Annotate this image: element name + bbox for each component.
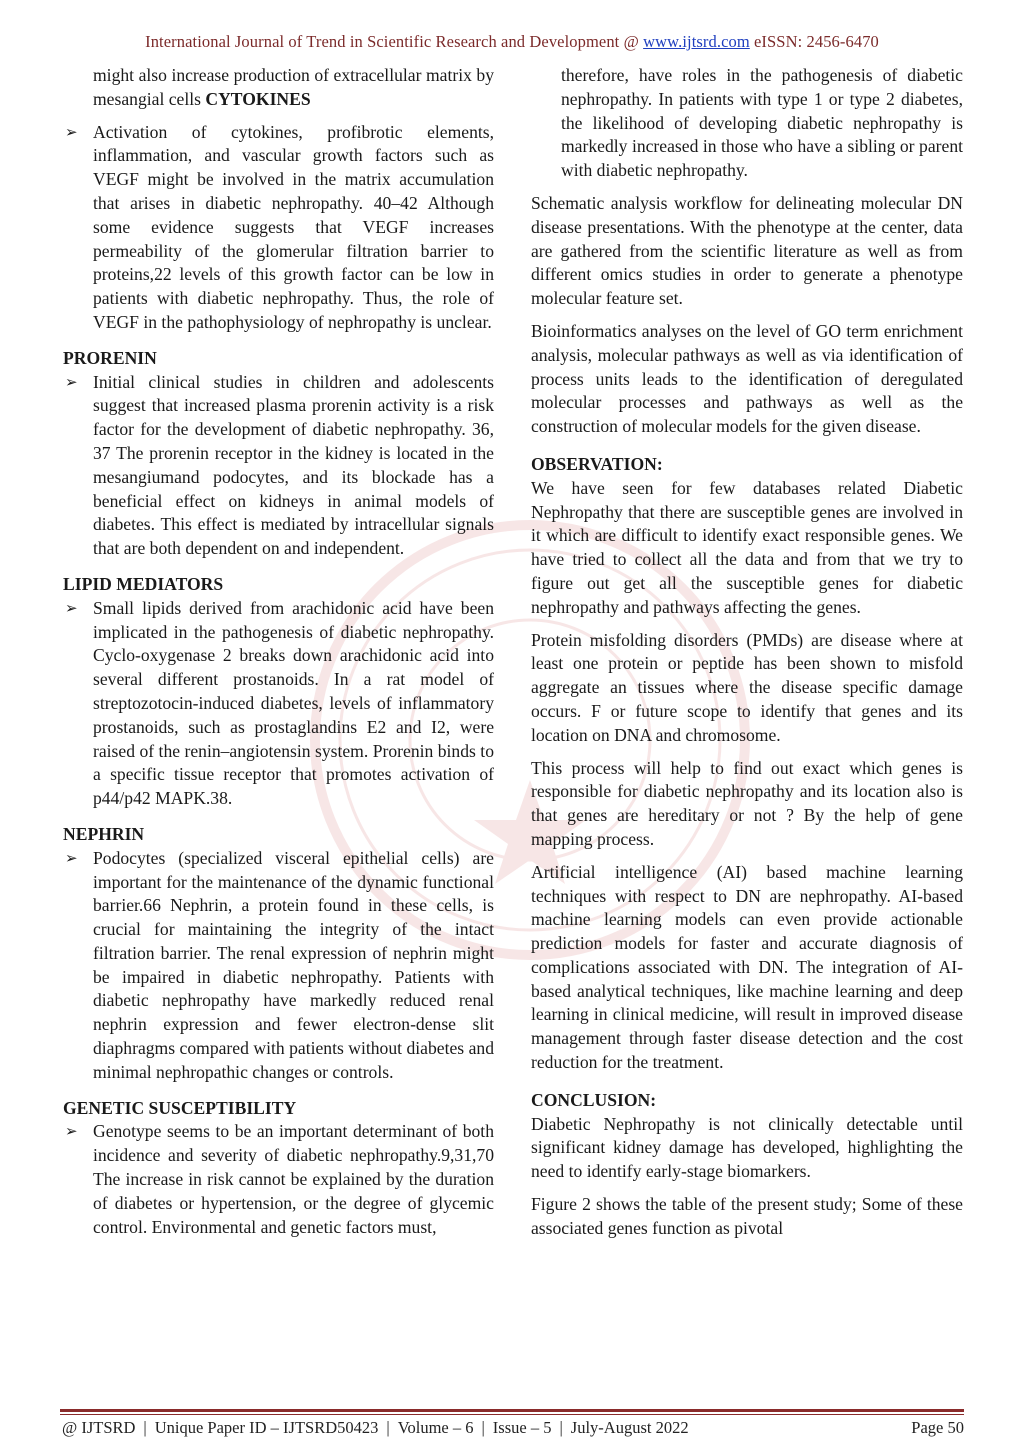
arrow-bullet-icon: ➢ <box>65 598 78 617</box>
lipid-mediators-bullet: ➢ Small lipids derived from arachidonic acid have been implicated in the pathogenesis of diabetic nephropathy. Cyclo-oxygenase 2 breaks down arachidonic acid into several different prostanoids. In a rat model of streptozotocin-induced diabetes, levels of inflammatory prostanoids, such as prostaglandins E2 and I2, were raised of the renin–angiotensin system. Prorenin binds to a specific tissue receptor that promotes activation of p44/p42 MAPK.38. <box>65 597 494 809</box>
footer-paper-id: Unique Paper ID – IJTSRD50423 <box>154 1418 379 1437</box>
page-footer <box>62 1418 964 1438</box>
footer-divider-thin <box>60 1414 964 1415</box>
arrow-bullet-icon: ➢ <box>65 122 78 141</box>
cytokines-inline-heading: CYTOKINES <box>205 88 311 109</box>
conclusion-paragraph-1: Diabetic Nephropathy is not clinically detectable until significant kidney damage has developed, highlighting the need to identify early-stage biomarkers. <box>531 1113 963 1182</box>
footer-volume: Volume – 6 <box>397 1418 474 1437</box>
footer-brand: @ IJTSRD <box>62 1418 136 1437</box>
nephrin-bullet: ➢ Podocytes (specialized visceral epithelial cells) are important for the maintenance of the dynamic functional barrier.66 Nephrin, a protein found in these cells, is crucial for maintaining the integrity of the intact filtration barrier. The renal expression of nephrin might be impaired in diabetic nephropathy. Patients with diabetic nephropathy have markedly reduced renal nephrin expression and fewer electron-dense slit diaphragms compared with patients without diabetes and minimal nephropathic changes or controls. <box>65 847 494 1082</box>
continued-paragraph: might also increase production of extracellular matrix by mesangial cells CYTOKINES <box>93 65 494 109</box>
footer-divider <box>60 1409 964 1412</box>
conclusion-paragraph-2: Figure 2 shows the table of the present study; Some of these associated genes function as pivotal <box>531 1194 963 1238</box>
schematic-paragraph: Schematic analysis workflow for delineating molecular DN disease presentations. With the phenotype at the center, data are gathered from the scientific literature as well as from different omics studies in order to generate a phenotype molecular feature set. <box>531 192 963 309</box>
genetic-susceptibility-heading: GENETIC SUSCEPTIBILITY <box>63 1097 297 1118</box>
genetic-susceptibility-bullet: ➢ Genotype seems to be an important determinant of both incidence and severity of diabetic nephropathy.9,31,70 The increase in risk cannot be explained by the duration of diabetes or hypertension, or the degree of glycemic control. Environmental and genetic factors must, <box>65 1121 494 1237</box>
journal-url-link[interactable]: www.ijtsrd.com <box>643 32 750 51</box>
left-column <box>63 64 494 1248</box>
nephrin-heading: NEPHRIN <box>63 823 145 844</box>
arrow-bullet-icon: ➢ <box>65 848 78 867</box>
continued-genetic-paragraph: therefore, have roles in the pathogenesis of diabetic nephropathy. In patients with type 1 or type 2 diabetes, the likelihood of developing diabetic nephropathy is markedly increased in those who have a sibling or parent with diabetic nephropathy. <box>561 65 963 181</box>
observation-heading: OBSERVATION: <box>531 453 663 474</box>
observation-paragraph-2: Protein misfolding disorders (PMDs) are disease where at least one protein or peptide has been shown to misfold aggregate an tissues where the disease specific damage occurs. F or future scope to identify that genes and its location on DNA and chromosome. <box>531 629 963 745</box>
footer-page-number: Page 50 <box>911 1418 964 1437</box>
prorenin-heading: PRORENIN <box>63 347 157 368</box>
observation-paragraph-1: We have seen for few databases related Diabetic Nephropathy that there are susceptible genes are involved in it which are difficult to identify exact responsible genes. We have tried to collect all the data and from that we try to figure out get all the susceptible genes for diabetic nephropathy and pathways affecting the genes. <box>531 477 963 617</box>
journal-header <box>0 32 1024 52</box>
observation-paragraph-4: Artificial intelligence (AI) based machine learning techniques with respect to DN are nephropathy. AI-based machine learning models can even provide actionable prediction models for faster and accurate diagnosis of complications associated with DN. The integration of AI-based analytical techniques, like machine learning and deep learning in clinical medicine, will result in improved disease management through faster disease detection and the cost reduction for the treatment. <box>531 861 963 1073</box>
footer-issue: Issue – 5 <box>492 1418 552 1437</box>
lipid-mediators-heading: LIPID MEDIATORS <box>63 573 224 594</box>
bioinformatics-paragraph: Bioinformatics analyses on the level of GO term enrichment analysis, molecular pathways as well as via identification of process units leads to the identification of deregulated molecular processes and pathways as well as the construction of molecular models for the given disease. <box>531 320 963 437</box>
conclusion-heading: CONCLUSION: <box>531 1089 657 1110</box>
arrow-bullet-icon: ➢ <box>65 372 78 391</box>
observation-paragraph-3: This process will help to find out exact which genes is responsible for diabetic nephropathy and its location also is that genes are hereditary or not ? By the help of gene mapping process. <box>531 757 963 849</box>
cytokines-bullet: ➢ Activation of cytokines, profibrotic elements, inflammation, and vascular growth factors such as VEGF might be involved in the matrix accumulation that arises in diabetic nephropathy. 40–42 Although some evidence suggests that VEGF increases permeability of the glomerular filtration barrier to proteins,22 levels of this growth factor can be low in patients with diabetic nephropathy. Thus, the role of VEGF in the pathophysiology of nephropathy is unclear. <box>65 121 494 332</box>
footer-info: @ IJTSRD | Unique Paper ID – IJTSRD50423 | Volume – 6 | Issue – 5 | July-August 2022 <box>62 1418 689 1437</box>
prorenin-bullet: ➢ Initial clinical studies in children and adolescents suggest that increased plasma prorenin activity is a risk factor for the development of diabetic nephropathy. 36, 37 The prorenin receptor in the kidney is located in the mesangiumand podocytes, and its blockade has a beneficial effect on kidneys in animal models of diabetes. This effect is mediated by intracellular signals that are both dependent on and independent. <box>65 371 494 559</box>
header-suffix: eISSN: 2456-6470 <box>749 32 879 51</box>
right-column <box>531 64 963 1250</box>
header-prefix: International Journal of Trend in Scientific Research and Development @ <box>145 32 644 51</box>
footer-date: July-August 2022 <box>570 1418 689 1437</box>
arrow-bullet-icon: ➢ <box>65 1122 78 1141</box>
